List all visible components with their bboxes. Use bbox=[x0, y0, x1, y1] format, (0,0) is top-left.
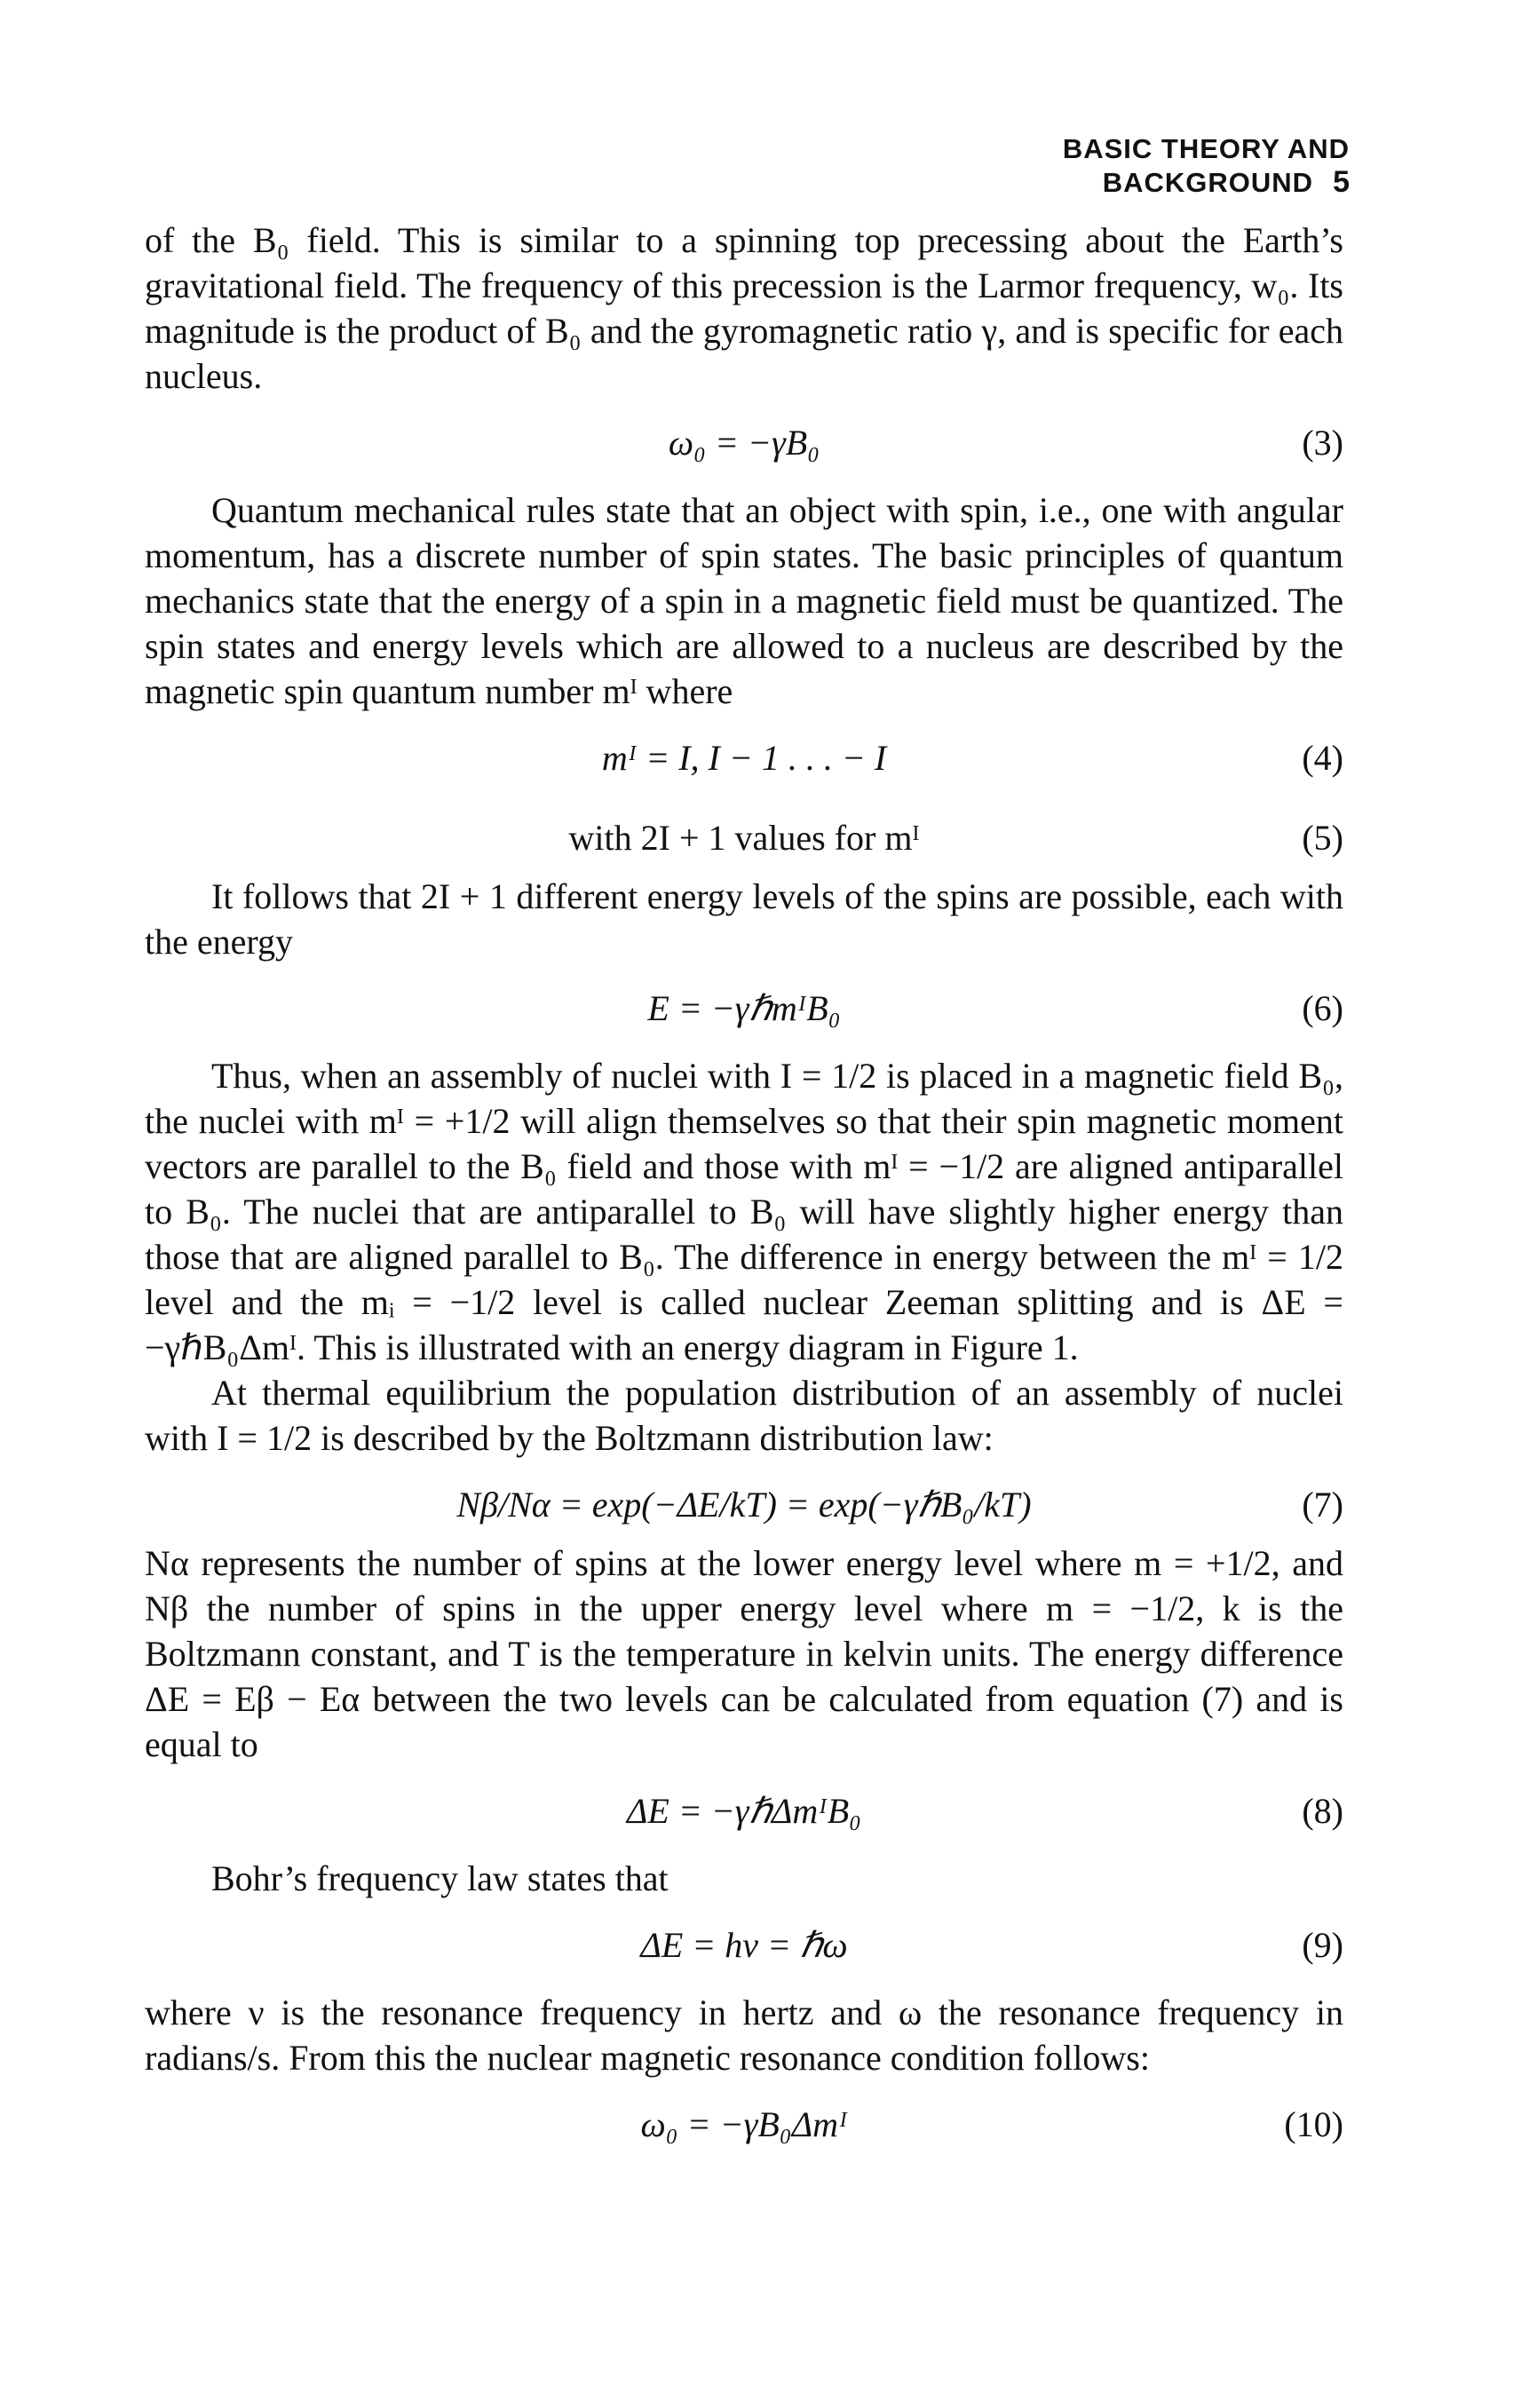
equation-expression: with 2I + 1 values for mᴵ bbox=[568, 818, 920, 858]
equation-8 bbox=[145, 1767, 1343, 1856]
equation-number: (7) bbox=[1302, 1485, 1343, 1525]
paragraph: of the B₀ field. This is similar to a spinning top precessing about the Earth’s gravitational field. The frequency of this precession is the Larmor frequency, w₀. Its magnitude is the product of B₀ and the gyromagnetic ratio γ, and is specific for each nucleus. bbox=[145, 220, 1343, 396]
equation-number: (8) bbox=[1302, 1791, 1343, 1831]
paragraph: where ν is the resonance frequency in hertz and ω the resonance frequency in radians/s. From this the nuclear magnetic resonance condition follows: bbox=[145, 1992, 1343, 2078]
equation-expression: ΔE = −γℏΔmᴵB₀ bbox=[626, 1791, 862, 1831]
equation-number: (9) bbox=[1302, 1925, 1343, 1965]
paragraph: It follows that 2I + 1 different energy levels of the spins are possible, each with the energy bbox=[145, 876, 1343, 962]
equation-expression: ΔE = hν = ℏω bbox=[640, 1925, 848, 1965]
equation-number: (5) bbox=[1302, 818, 1343, 858]
paragraph: Quantum mechanical rules state that an object with spin, i.e., one with angular momentum, has a discrete number of spin states. The basic principles of quantum mechanics state that the energy of a spin in a magnetic field must be quantized. The spin states and energy levels which are allowed to a nucleus are described by the magnetic spin quantum number mᴵ where bbox=[145, 490, 1343, 711]
equation-expression: ω₀ = −γB₀Δmᴵ bbox=[640, 2104, 848, 2144]
body-text bbox=[145, 218, 1343, 2169]
page-number: 5 bbox=[1333, 165, 1350, 199]
running-header bbox=[817, 133, 1350, 200]
header-title: BASIC THEORY AND BACKGROUND bbox=[1062, 133, 1350, 198]
equation-expression: E = −γℏmᴵB₀ bbox=[647, 988, 841, 1028]
paragraph: Bohr’s frequency law states that bbox=[211, 1858, 669, 1898]
equation-expression: mᴵ = I, I − 1 . . . − I bbox=[601, 738, 887, 778]
paragraph: Thus, when an assembly of nuclei with I = 1/2 is placed in a magnetic field B₀, the nuclei with mᴵ = +1/2 will align themselves so that their spin magnetic moment vectors are parallel to the B₀ field and those with mᴵ = −1/2 are aligned antiparallel to B₀. The nuclei that are antiparallel to B₀ will have slightly higher energy than those that are aligned parallel to B₀. The difference in energy between the mᴵ = 1/2 level and the mᵢ = −1/2 level is called nuclear Zeeman splitting and is ΔE = −γℏB₀Δmᴵ. This is illustrated with an energy diagram in Figure 1. bbox=[145, 1056, 1343, 1367]
equation-4 bbox=[145, 714, 1343, 794]
equation-10 bbox=[145, 2080, 1343, 2169]
equation-expression: Nβ/Nα = exp(−ΔE/kT) = exp(−γℏB₀/kT) bbox=[456, 1485, 1032, 1525]
equation-expression: ω₀ = −γB₀ bbox=[668, 423, 820, 463]
paragraph: At thermal equilibrium the population distribution of an assembly of nuclei with I = 1/2 is described by the Boltzmann distribution law: bbox=[145, 1373, 1343, 1458]
equation-number: (3) bbox=[1302, 423, 1343, 463]
equation-6 bbox=[145, 964, 1343, 1053]
equation-number: (4) bbox=[1302, 738, 1343, 778]
paragraph: Nα represents the number of spins at the lower energy level where m = +1/2, and Nβ the number of spins in the upper energy level where m = −1/2, k is the Boltzmann constant, and T is the temperature in kelvin units. The energy difference ΔE = Eβ − Eα between the two levels can be calculated from equation (7) and is equal to bbox=[145, 1543, 1343, 1764]
equation-7 bbox=[145, 1461, 1343, 1541]
equation-3 bbox=[145, 399, 1343, 487]
equation-9 bbox=[145, 1901, 1343, 1990]
equation-number: (10) bbox=[1284, 2104, 1343, 2144]
equation-5 bbox=[145, 794, 1343, 874]
equation-number: (6) bbox=[1302, 988, 1343, 1028]
